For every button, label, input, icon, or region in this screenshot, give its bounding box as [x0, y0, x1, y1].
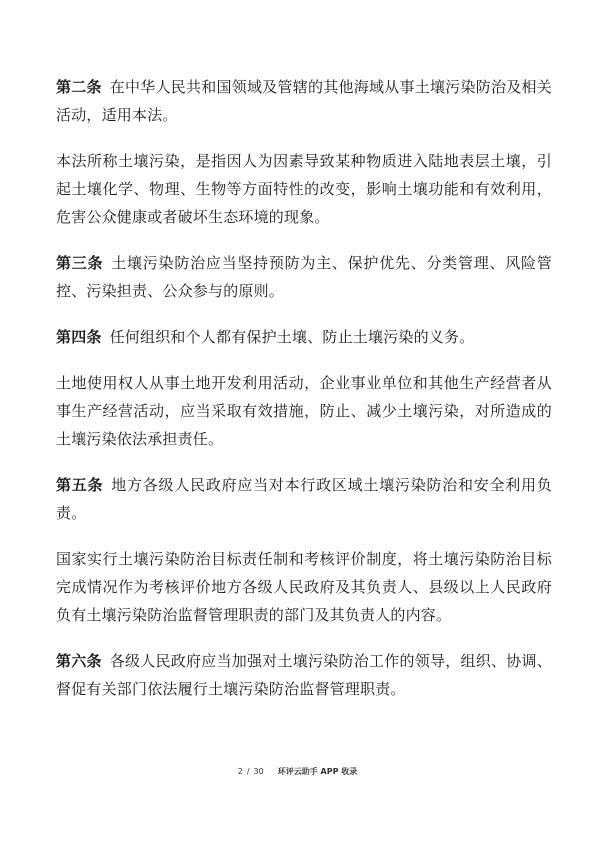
page-footer: [0, 766, 595, 777]
paragraph-text: 本法所称土壤污染，是指因人为因素导致某种物质进入陆地表层土壤，引起土壤化学、物理、生物等方面特性的改变，影响土壤功能和有效利用，危害公众健康或者破坏生态环境的现象。: [56, 152, 552, 226]
paragraph-article-5-clause-2: [56, 545, 552, 629]
footer-source-text: 环评云助手 APP 收录: [277, 767, 358, 776]
paragraph-text: 土壤污染防治应当坚持预防为主、保护优先、分类管理、风险管控、污染担责、公众参与的原则。: [56, 254, 552, 300]
paragraph-article-4-clause-2: [56, 369, 552, 453]
document-body: [56, 73, 552, 721]
paragraph-article-6: [56, 647, 552, 703]
paragraph-article-3: [56, 249, 552, 305]
article-number: 第六条: [56, 652, 102, 670]
page-number-separator: /: [246, 767, 250, 776]
paragraph-article-5: [56, 471, 552, 527]
article-number: 第五条: [56, 476, 104, 494]
paragraph-definition: [56, 147, 552, 231]
page-number-total: 30: [253, 767, 264, 776]
page-number-current: 2: [237, 767, 243, 776]
paragraph-article-4: [56, 323, 552, 351]
paragraph-text: 国家实行土壤污染防治目标责任制和考核评价制度，将土壤污染防治目标完成情况作为考核评价地方各级人民政府及其负责人、县级以上人民政府负有土壤污染防治监督管理职责的部门及其负责人的内容。: [56, 550, 552, 624]
article-number: 第四条: [56, 328, 102, 346]
paragraph-article-2: [56, 73, 552, 129]
paragraph-text: 土地使用权人从事土地开发利用活动，企业事业单位和其他生产经营者从事生产经营活动，应当采取有效措施，防止、减少土壤污染，对所造成的土壤污染依法承担责任。: [56, 374, 552, 448]
paragraph-text: 在中华人民共和国领域及管辖的其他海域从事土壤污染防治及相关活动，适用本法。: [56, 78, 552, 124]
paragraph-text: 各级人民政府应当加强对土壤污染防治工作的领导，组织、协调、督促有关部门依法履行土壤污染防治监督管理职责。: [56, 652, 552, 698]
paragraph-text: 任何组织和个人都有保护土壤、防止土壤污染的义务。: [109, 328, 475, 346]
article-number: 第二条: [56, 78, 102, 96]
article-number: 第三条: [56, 254, 104, 272]
paragraph-text: 地方各级人民政府应当对本行政区域土壤污染防治和安全利用负责。: [56, 476, 552, 522]
